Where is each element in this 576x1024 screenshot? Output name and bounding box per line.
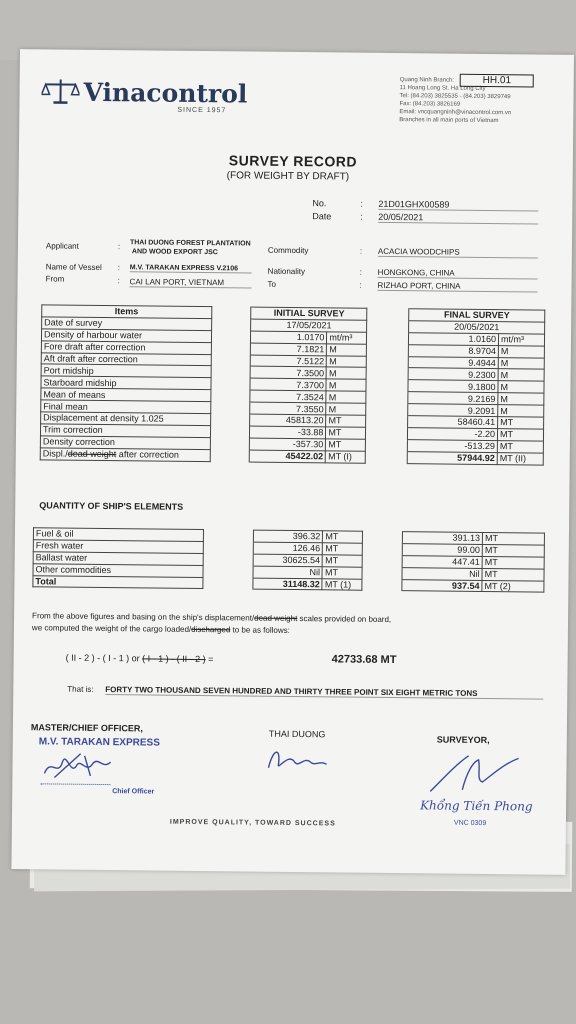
item-cell: Mean of means [41,388,211,402]
final-value-cell: 20/05/2021 [409,321,545,334]
spacer-cell [367,356,409,368]
final-value-cell: 9.2169 [408,392,498,405]
initial-unit-cell: MT [323,555,363,567]
final-value-cell: Nil [402,567,482,580]
master-label: MASTER/CHIEF OFFICER, [30,722,143,734]
final-unit-cell: MT (II) [497,452,543,464]
initial-value-cell: 1.0170 [251,331,327,344]
that-is-label: That is: [67,684,94,694]
initial-value-cell: 7.3550 [250,402,326,415]
spacer-cell [363,543,403,555]
no-colon: : [360,198,363,209]
final-unit-cell: MT [498,417,544,429]
item-cell: Starboard midship [41,376,211,390]
spacer-cell [362,579,402,591]
applicant-colon: : [117,242,121,252]
spacer-cell [362,567,402,579]
final-value-cell: 9.2091 [408,404,498,417]
spacer-cell [366,391,408,403]
initial-unit-cell: M [326,367,366,379]
initial-unit-cell: M [326,403,366,415]
final-unit-cell: M [498,393,544,405]
initial-value-cell: 17/05/2021 [251,319,367,332]
final-unit-cell: MT [482,532,544,545]
date-colon: : [360,211,363,222]
initial-survey-header: INITIAL SURVEY [251,307,367,320]
initial-value-cell: 7.3500 [251,366,327,379]
initial-value-cell: 7.1821 [251,343,327,356]
item-cell: Ballast water [33,552,203,566]
item-cell: Density of harbour water [41,329,211,343]
branch-line: Tel: (84.203) 3825535 - (84.203) 3829749 [399,93,511,101]
spacer-cell [210,414,250,426]
struck-text: dead weight [254,613,298,624]
surveyor-code: VNC 0309 [453,819,487,828]
scales-logo-icon [41,76,79,106]
survey-body [40,317,544,465]
final-value-cell: 391.13 [403,532,483,545]
formula-text: ( II - 2 ) - ( I - 1 ) or [65,652,143,664]
spacer-cell [366,439,408,451]
initial-value-cell: 45813.20 [250,414,326,427]
initial-unit-cell: MT [322,566,362,578]
spacer-cell [366,368,408,380]
item-cell: Fuel & oil [33,528,203,542]
page-title: SURVEY RECORD [228,152,358,170]
formula [66,653,214,665]
conclusion-text: we computed the weight of the cargo loaded/ [31,623,192,634]
applicant-line-1: THAI DUONG FOREST PLANTATION [129,239,251,248]
item-cell: Aft draft after correction [41,352,211,366]
spacer-cell [203,565,253,577]
date-label: Date [312,211,332,222]
commodity-label: Commodity [267,245,309,256]
spacer-cell [367,308,409,320]
vessel-colon: : [117,263,121,273]
spacer-cell [362,555,402,567]
item-cell: Total [33,575,203,589]
final-unit-cell: M [498,345,544,357]
conclusion-text: to be as follows: [230,625,290,635]
no-label: No. [312,198,327,209]
final-unit-cell: MT [482,556,544,569]
branch-line: 11 Hoang Long St. Ha Long City [399,85,486,92]
final-unit-cell: MT [482,544,544,557]
initial-unit-cell: M [327,355,367,367]
initial-unit-cell: MT [326,439,366,451]
final-unit-cell: M [498,357,544,369]
final-value-cell: -513.29 [407,439,497,452]
from-colon: : [117,276,120,286]
stamp-dotted-line [40,783,110,785]
item-cell: Fresh water [33,540,203,554]
final-unit-cell: mt/m³ [498,333,544,345]
initial-unit-cell: M [327,344,367,356]
final-unit-cell: MT [482,568,544,581]
date-value: 20/05/2021 [378,212,538,225]
initial-unit-cell: MT [326,427,366,439]
branch-line: Email: vncquangninh@vinacontrol.com.vn [399,109,512,117]
spacer-cell [367,320,409,332]
spacer-cell [210,426,250,438]
spacer-cell [203,577,253,589]
spacer-cell [366,451,408,463]
no-value: 21D01GHX00589 [378,199,538,212]
spacer-cell [203,530,253,542]
final-value-cell: 1.0160 [409,332,499,345]
initial-unit-cell: MT (I) [326,451,366,463]
struck-text: discharged [191,624,231,635]
to-colon: : [359,280,362,290]
to-value: RIZHAO PORT, CHINA [378,281,538,293]
commodity-value: ACACIA WOODCHIPS [378,247,538,259]
final-value-cell: 9.4944 [408,356,498,369]
elements-body [33,528,545,593]
final-value-cell: 58460.41 [408,416,498,429]
initial-value-cell: 7.3524 [250,390,326,403]
nationality-value: HONGKONG, CHINA [378,268,538,280]
footer-motto: IMPROVE QUALITY, TOWARD SUCCESS [169,818,336,828]
final-value-cell: 57944.92 [407,451,497,464]
struck-formula: ( I - 1 ) - ( II - 2 ) [142,653,206,665]
items-header: Items [42,305,212,319]
thai-duong-label: THAI DUONG [268,728,326,740]
page-subtitle: (FOR WEIGHT BY DRAFT) [226,170,350,183]
spacer-cell [203,541,253,553]
vessel-value: M.V. TARAKAN EXPRESS V.2106 [130,264,252,273]
from-value: CAI LAN PORT, VIETNAM [130,277,252,288]
vessel-label: Name of Vessel [45,262,102,272]
spacer-cell [366,380,408,392]
item-cell: Displacement at density 1.025 [41,412,211,426]
final-value-cell: 447.41 [402,555,482,568]
spacer-cell [367,332,409,344]
spacer-cell [211,330,251,342]
spacer-cell [210,449,250,461]
spacer-cell [203,553,253,565]
conclusion-line-2 [32,623,290,635]
item-text: Displ./ [42,448,68,459]
final-unit-cell: M [498,405,544,417]
from-label: From [45,274,65,284]
final-unit-cell: M [498,369,544,381]
initial-unit-cell: MT [323,543,363,555]
applicant-label: Applicant [45,241,79,251]
initial-value-cell: 7.3700 [250,378,326,391]
item-cell: Date of survey [42,317,212,331]
initial-value-cell: 396.32 [253,530,323,543]
initial-value-cell: -357.30 [250,438,326,451]
elements-heading: QUANTITY OF SHIP'S ELEMENTS [39,500,184,512]
struck-text: dead weight [67,448,117,460]
item-cell: Final mean [41,400,211,414]
initial-unit-cell: MT [323,531,363,543]
conclusion-line-1 [32,611,391,624]
final-value-cell: 9.2300 [408,368,498,381]
item-cell [40,448,210,462]
initial-unit-cell: MT (1) [322,578,362,590]
spacer-cell [366,415,408,427]
initial-value-cell: 31148.32 [252,578,322,591]
item-cell: Trim correction [40,424,210,438]
conclusion-text: scales provided on board, [297,614,392,625]
final-survey-header: FINAL SURVEY [409,309,545,322]
cargo-weight-result: 42733.68 MT [331,653,397,667]
nationality-label: Nationality [267,266,306,277]
applicant-line-2: AND WOOD EXPORT JSC [131,248,218,257]
final-value-cell: 937.54 [402,579,482,592]
thai-duong-signature [262,742,332,777]
survey-record-page [11,49,574,875]
conclusion-text: From the above figures and basing on the ship's displacement/ [32,611,255,623]
branch-line: Quang Ninh Branch: [399,77,455,84]
final-unit-cell: MT (2) [482,580,544,593]
initial-unit-cell: M [326,379,366,391]
surveyor-name: Khổng Tiến Phong [420,798,533,814]
item-cell: Port midship [41,364,211,378]
item-cell: Fore draft after correction [41,341,211,355]
surveyor-label: SURVEYOR, [436,734,490,746]
master-signature [40,747,130,782]
commodity-colon: : [359,246,363,256]
spacer-cell [211,366,251,378]
initial-unit-cell: MT [326,415,366,427]
spacer-cell [211,342,251,354]
final-unit-cell: MT [497,440,543,452]
vessel-stamp: M.V. TARAKAN EXPRESS [38,736,160,749]
document-code-box: HH.01 [460,74,534,88]
spacer-cell [211,307,251,319]
spacer-cell [366,403,408,415]
initial-unit-cell: M [326,391,366,403]
spacer-cell [211,319,251,331]
since-text: SINCE 1957 [177,106,227,115]
elements-table [32,527,545,593]
final-value-cell: 9.1800 [408,380,498,393]
chief-officer-title: Chief Officer [112,788,155,796]
final-value-cell: -2.20 [408,428,498,441]
initial-value-cell: 126.46 [253,542,323,555]
final-value-cell: 8.9704 [408,344,498,357]
branch-line: Fax: (84.203) 3826169 [399,101,461,108]
spacer-cell [210,402,250,414]
survey-table [40,304,546,465]
initial-value-cell: 30625.54 [253,554,323,567]
spacer-cell [210,390,250,402]
formula-text: = [205,654,214,665]
spacer-cell [210,437,250,449]
initial-value-cell: 7.5122 [251,355,327,368]
item-cell: Density correction [40,436,210,450]
spacer-cell [367,344,409,356]
that-is-value: FORTY TWO THOUSAND SEVEN HUNDRED AND THIRTY THREE POINT SIX EIGHT METRIC TONS [105,685,543,700]
final-value-cell: 99.00 [402,544,482,557]
surveyor-signature [422,749,522,798]
spacer-cell [211,354,251,366]
spacer-cell [363,531,403,543]
item-cell: Other commodities [33,563,203,577]
to-label: To [267,279,277,289]
item-text: after correction [116,449,179,460]
spacer-cell [366,427,408,439]
initial-value-cell: -33.88 [250,426,326,439]
applicant-value [130,238,251,257]
nationality-colon: : [359,267,362,277]
branch-line: Branches in all main ports of Vietnam [399,117,499,125]
initial-value-cell: 45422.02 [250,450,326,463]
initial-unit-cell: mt/m³ [327,332,367,344]
initial-value-cell: Nil [253,566,323,579]
spacer-cell [211,378,251,390]
company-logo-text: Vinacontrol [83,77,248,109]
final-unit-cell: M [498,381,544,393]
final-unit-cell: MT [497,429,543,441]
